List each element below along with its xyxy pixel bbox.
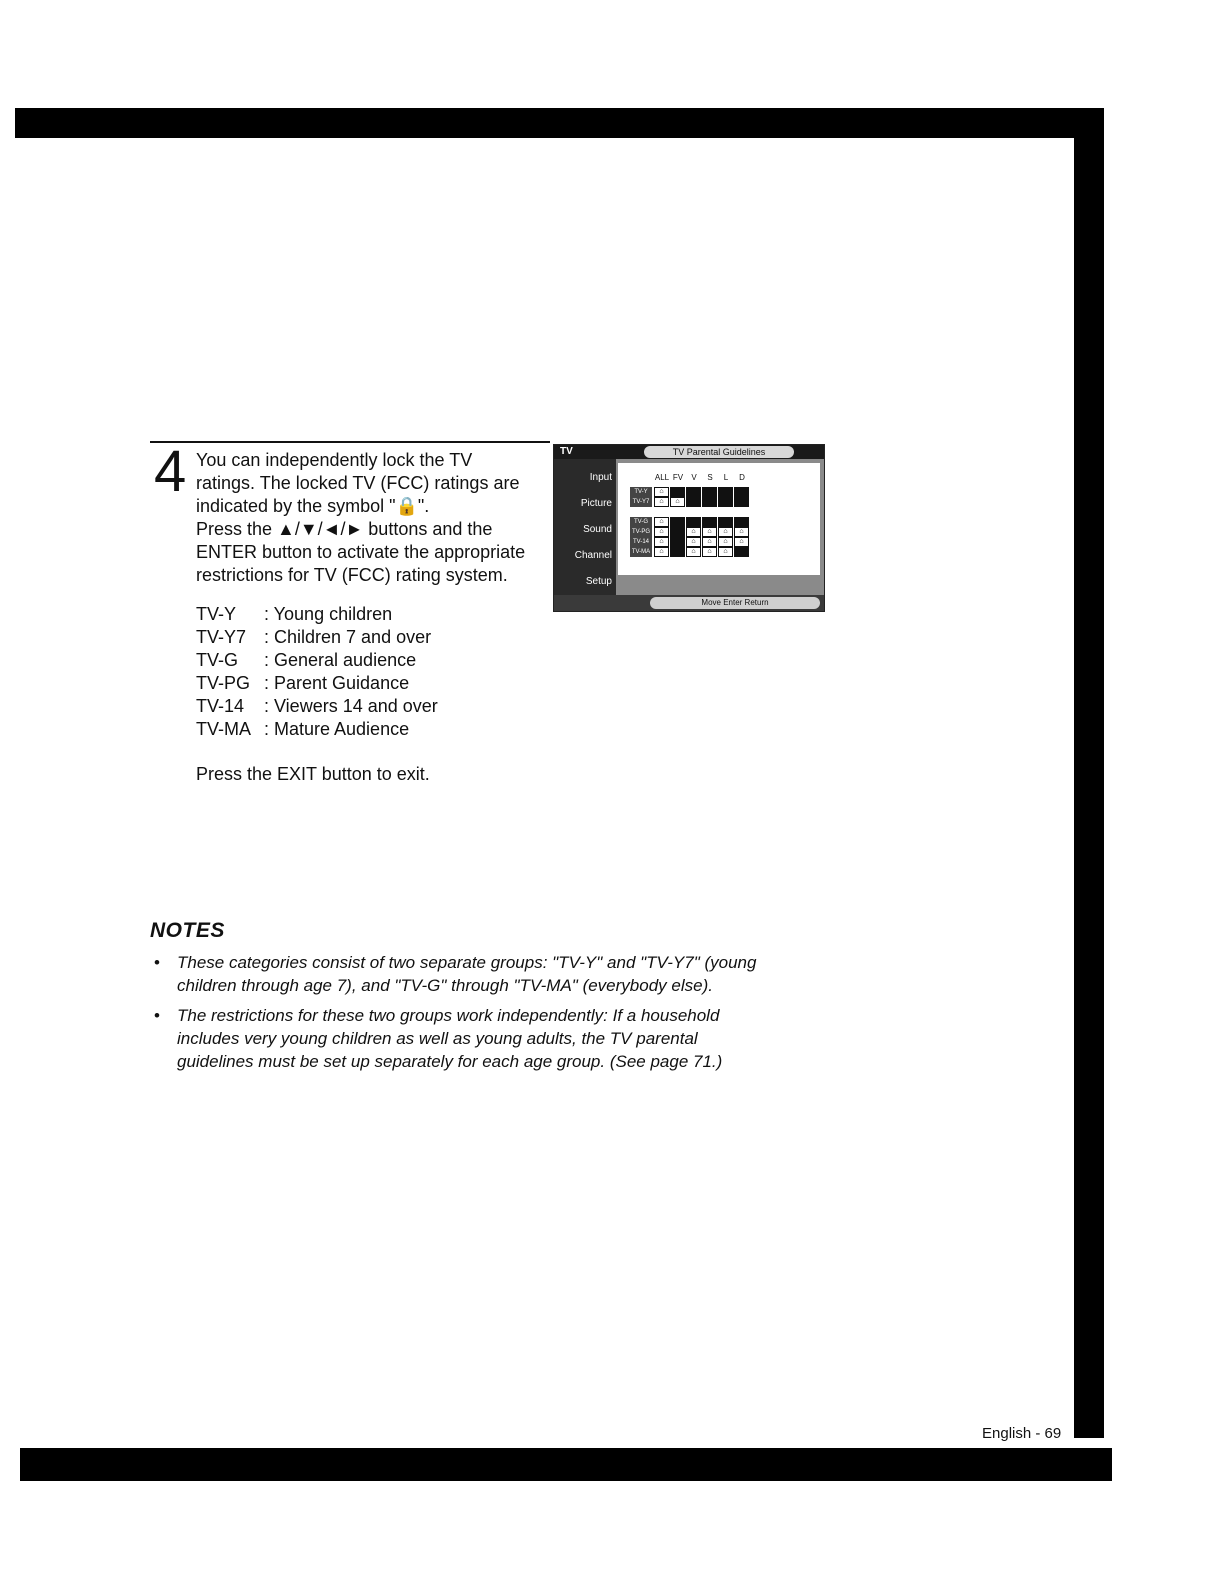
notes-list: [150, 951, 830, 1080]
tv-ratings-grid: [618, 463, 820, 575]
tv-grid-cell: [702, 487, 717, 497]
rating-row: [196, 672, 438, 695]
tv-side-menu: [554, 459, 616, 599]
rating-description: : Viewers 14 and over: [264, 696, 438, 716]
rating-code: TV-Y: [196, 604, 237, 624]
tv-bottom-bar: [554, 595, 824, 611]
tv-ratings-panel: [618, 463, 820, 575]
tv-grid-cell: [686, 517, 701, 527]
tv-grid-row-label: TV-G: [630, 517, 652, 527]
rating-code: TV-MA: [196, 719, 252, 739]
tv-help-bar: Move Enter Return: [650, 597, 820, 609]
lock-icon: ⌂: [686, 527, 701, 537]
tv-grid-cell: [670, 537, 685, 547]
tv-column-header: L: [723, 473, 729, 482]
ratings-list: [196, 603, 438, 741]
note-line: guidelines must be set up separately for each age group. (See page 71.): [177, 1052, 723, 1071]
lock-icon: ⌂: [702, 527, 717, 537]
tv-grid-cell: [670, 487, 685, 497]
lock-icon: ⌂: [734, 537, 749, 547]
rating-row: [196, 649, 438, 672]
rating-description: : Parent Guidance: [264, 673, 410, 693]
lock-icon: ⌂: [718, 537, 733, 547]
tv-grid-row-label: TV-Y: [630, 487, 652, 497]
page-right-bar: [1074, 108, 1104, 1438]
note-line: children through age 7), and "TV-G" through "TV-MA" (everybody else).: [177, 976, 713, 995]
tv-grid-cell: [718, 517, 733, 527]
rating-code: TV-Y7: [196, 627, 247, 647]
step-line: You can independently lock the TV: [196, 450, 473, 470]
lock-icon: ⌂: [702, 547, 717, 557]
tv-grid-row-label: TV-PG: [631, 529, 650, 535]
tv-grid-cell: [670, 517, 685, 527]
page-number: English - 69: [982, 1425, 1062, 1442]
tv-grid-cell: [718, 487, 733, 497]
tv-grid-cell: [734, 517, 749, 527]
rating-row: [196, 626, 438, 649]
tv-column-header: V: [691, 473, 697, 482]
tv-grid-cell: [670, 527, 685, 537]
bullet-icon: •: [154, 953, 160, 972]
lock-icon: ⌂: [718, 547, 733, 557]
step-line: ratings. The locked TV (FCC) ratings are: [196, 473, 520, 493]
rating-code: TV-G: [196, 650, 239, 670]
rating-description: : Mature Audience: [264, 719, 410, 739]
tv-grid-cell: [702, 497, 717, 507]
tv-column-header: FV: [672, 473, 684, 482]
notes-heading: NOTES: [150, 919, 225, 942]
tv-menu-input: Input: [589, 472, 612, 483]
tv-menu-screenshot: [553, 444, 825, 612]
step-line: ENTER button to activate the appropriate: [196, 542, 526, 562]
tv-grid-cell: [734, 487, 749, 497]
tv-column-header: S: [707, 473, 713, 482]
tv-tab-label: TV: [560, 446, 573, 457]
rating-row: [196, 695, 438, 718]
lock-icon: ⌂: [654, 527, 669, 537]
step-divider: [150, 441, 550, 443]
lock-icon: ⌂: [702, 537, 717, 547]
tv-grid-row-label: TV-Y7: [630, 497, 652, 507]
note-line: includes very young children as well as young adults, the TV parental: [177, 1029, 698, 1048]
tv-grid-row-label: TV-14: [630, 537, 652, 547]
rating-description: : General audience: [264, 650, 417, 670]
tv-menu-picture: Picture: [580, 498, 612, 509]
exit-instruction: Press the EXIT button to exit.: [196, 764, 430, 784]
page-bottom-bar: [20, 1448, 1112, 1481]
tv-grid-cell: [718, 497, 733, 507]
rating-row: [196, 718, 438, 741]
step-instructions: [196, 449, 546, 587]
rating-description: : Young children: [264, 604, 393, 624]
step-number: 4: [154, 439, 187, 504]
lock-icon: ⌂: [654, 487, 669, 497]
tv-title-bar: [554, 445, 824, 459]
tv-menu-setup: Setup: [585, 576, 612, 587]
step-line: Press the ▲/▼/◄/► buttons and the: [196, 519, 493, 539]
note-line: The restrictions for these two groups work independently: If a household: [177, 1006, 720, 1025]
tv-grid-cell: [686, 487, 701, 497]
note-item: [150, 1004, 830, 1073]
step-line: restrictions for TV (FCC) rating system.: [196, 565, 508, 585]
lock-icon: ⌂: [734, 527, 749, 537]
page-top-bar: [15, 108, 1104, 138]
step-line: indicated by the symbol "🔒".: [196, 496, 430, 516]
tv-column-header: ALL: [654, 473, 670, 482]
rating-description: : Children 7 and over: [264, 627, 432, 647]
tv-column-header: D: [739, 473, 745, 482]
tv-grid-row-label: TV-MA: [631, 549, 651, 555]
tv-screen-title: TV Parental Guidelines: [644, 446, 794, 458]
tv-menu-sound: Sound: [583, 524, 612, 535]
note-item: [150, 951, 830, 997]
lock-icon: ⌂: [654, 517, 669, 527]
lock-icon: ⌂: [654, 537, 669, 547]
lock-icon: ⌂: [654, 497, 669, 507]
lock-icon: ⌂: [718, 527, 733, 537]
note-line: These categories consist of two separate groups: "TV-Y" and "TV-Y7" (young: [177, 953, 757, 972]
rating-code: TV-PG: [196, 673, 251, 693]
lock-icon: ⌂: [686, 537, 701, 547]
bullet-icon: •: [154, 1006, 160, 1025]
tv-grid-cell: [702, 517, 717, 527]
tv-grid-cell: [686, 497, 701, 507]
lock-icon: ⌂: [654, 547, 669, 557]
tv-grid-cell: [670, 547, 685, 557]
lock-icon: ⌂: [686, 547, 701, 557]
tv-grid-cell: [734, 497, 749, 507]
lock-icon: ⌂: [670, 497, 685, 507]
tv-grid-cell: [734, 547, 749, 557]
tv-menu-channel: Channel: [574, 550, 612, 561]
rating-row: [196, 603, 438, 626]
rating-code: TV-14: [196, 696, 245, 716]
